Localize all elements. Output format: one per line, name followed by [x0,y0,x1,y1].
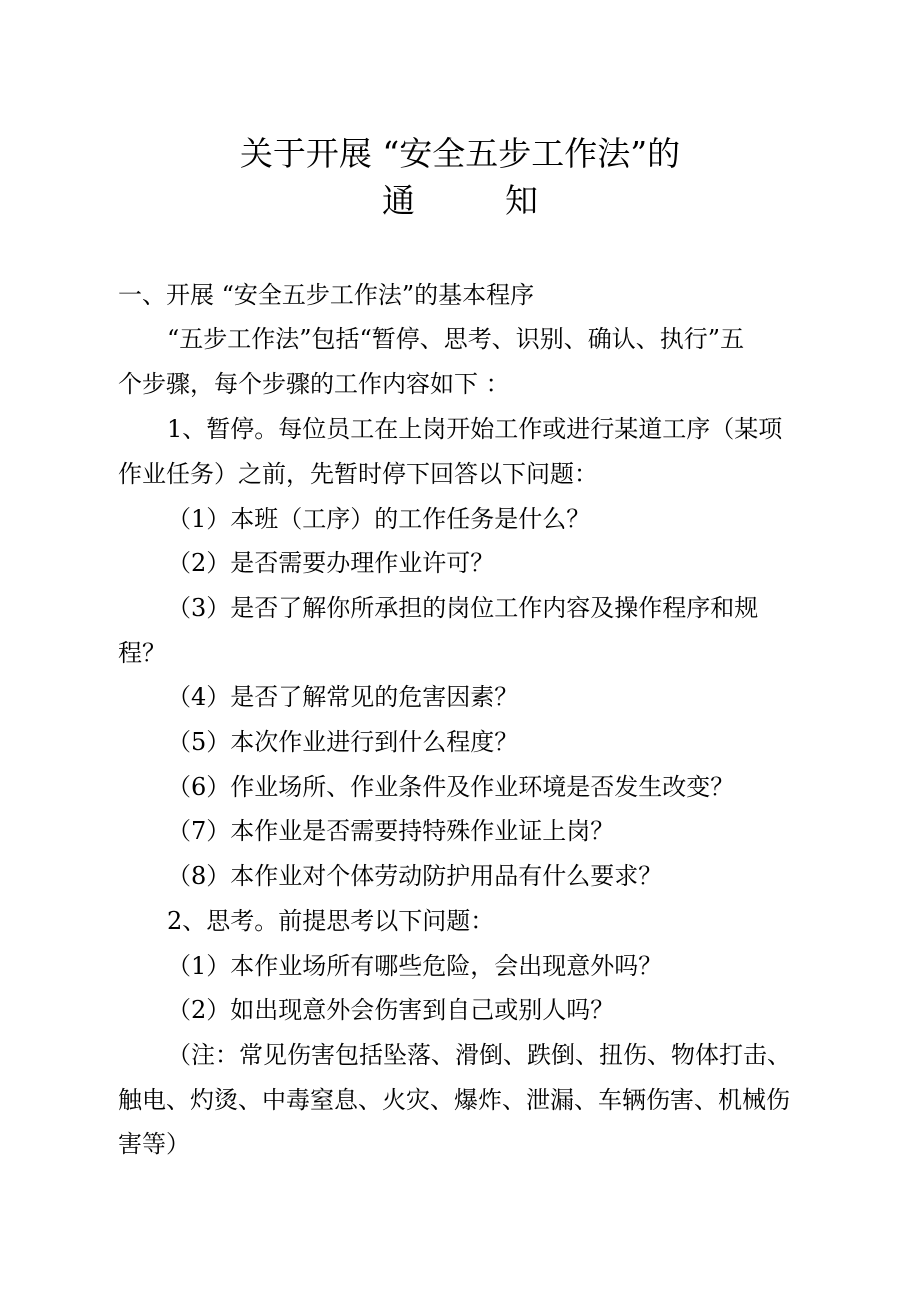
step1-line-1: 1、暂停。每位员工在上岗开始工作或进行某道工序（某项 [167,415,783,443]
step2-line-1: 2、思考。前提思考以下问题： [167,907,495,935]
note-line-1: （注：常见伤害包括坠落、滑倒、跌倒、扭伤、物体打击、 [167,1041,791,1069]
step1-question-8: （8）本作业对个体劳动防护用品有什么要求？ [167,862,663,890]
step2-question-2: （2）如出现意外会伤害到自己或别人吗？ [167,996,615,1024]
intro-line-1: “五步工作法”包括“暂停、思考、识别、确认、执行”五 [167,325,745,353]
step1-question-3-line-1: （3）是否了解你所承担的岗位工作内容及操作程序和规 [167,594,759,622]
step1-question-6: （6）作业场所、作业条件及作业环境是否发生改变？ [167,773,735,801]
note-line-3: 害等） [118,1130,190,1158]
step1-question-7: （7）本作业是否需要持特殊作业证上岗？ [167,817,615,845]
step1-question-3-line-2: 程？ [118,639,166,667]
section-heading: 一、开展 “安全五步工作法”的基本程序 [118,281,535,309]
title-char-tong: 通 [382,181,415,220]
step1-question-1: （1）本班（工序）的工作任务是什么？ [167,505,591,533]
document-title-line-1: 关于开展 “安全五步工作法”的 [239,134,681,173]
step1-question-5: （5）本次作业进行到什么程度？ [167,728,519,756]
title-char-zhi: 知 [505,181,538,220]
step2-question-1: （1）本作业场所有哪些危险，会出现意外吗？ [167,952,663,980]
step1-question-2: （2）是否需要办理作业许可？ [167,549,495,577]
intro-line-2: 个步骤，每个步骤的工作内容如下 ： [118,370,510,398]
step1-question-4: （4）是否了解常见的危害因素？ [167,683,519,711]
note-line-2: 触电、灼烫、中毒窒息、火灾、爆炸、泄漏、车辆伤害、机械伤 [118,1086,790,1114]
step1-line-2: 作业任务）之前，先暂时停下回答以下问题： [118,460,598,488]
document-title-line-2 [0,181,920,221]
